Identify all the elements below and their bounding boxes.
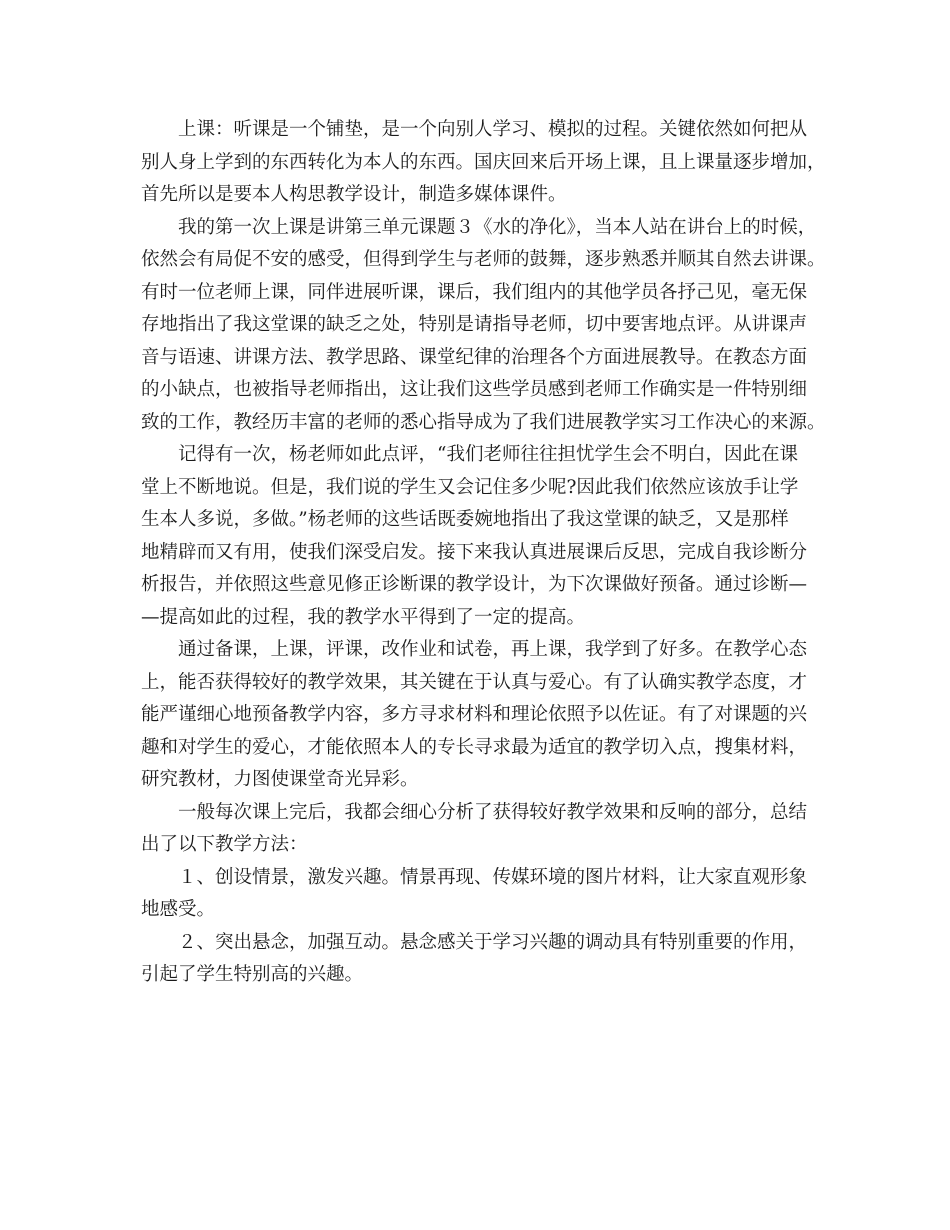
text-line: 首先所以是要本人构思教学设计，制造多媒体课件。: [141, 184, 567, 205]
text-line: 研究教材，力图使课堂奇光异彩。: [141, 769, 419, 790]
text-line: 存地指出了我这堂课的缺乏之处，特别是请指导老师，切中要害地点评。从讲课声: [141, 314, 808, 335]
text-line: 能严谨细心地预备教学内容，多方寻求材料和理论依照予以佐证。有了对课题的兴: [141, 704, 808, 725]
text-line: 记得有一次，杨老师如此点评，“我们老师往往担忧学生会不明白，因此在课: [178, 444, 798, 465]
text-line: —提高如此的过程，我的教学水平得到了一定的提高。: [141, 606, 586, 628]
text-line: 一般每次课上完后，我都会细心分析了获得较好教学效果和反响的部分，总结: [178, 801, 808, 823]
text-line: 上课：听课是一个铺垫，是一个向别人学习、模拟的过程。关键依然如何把从: [178, 119, 808, 140]
text-line: 致的工作，教经历丰富的老师的悉心指导成为了我们进展教学实习工作决心的来源。: [141, 411, 826, 433]
text-line: 音与语速、讲课方法、教学思路、课堂纪律的治理各个方面进展教导。在教态方面: [141, 346, 808, 368]
text-line: 通过备课，上课，评课，改作业和试卷，再上课，我学到了好多。在教学心态: [178, 639, 808, 660]
text-line: 我的第一次上课是讲第三单元课题３《水的净化》，当本人站在讲台上的时候，: [178, 216, 817, 238]
text-line: 析报告，并依照这些意见修正诊断课的教学设计，为下次课做好预备。通过诊断—: [141, 574, 808, 595]
text-line: 依然会有局促不安的感受，但得到学生与老师的鼓舞，逐步熟悉并顺其自然去讲课。: [141, 249, 826, 270]
text-line: 地感受。: [141, 899, 216, 920]
text-line: 有时一位老师上课，同伴进展听课，课后，我们组内的其他学员各抒己见，毫无保: [141, 281, 808, 303]
text-line: 出了以下教学方法：: [141, 834, 308, 855]
text-line: 生本人多说，多做。”杨老师的这些话既委婉地指出了我这堂课的缺乏，又是那样: [141, 509, 789, 530]
text-line: 的小缺点，也被指导老师指出，这让我们这些学员感到老师工作确实是一件特别细: [141, 379, 808, 400]
text-line: 上，能否获得较好的教学效果，其关键在于认真与爱心。有了认确实教学态度，才: [141, 671, 808, 693]
body-text: [141, 114, 826, 992]
text-line: 别人身上学到的东西转化为本人的东西。国庆回来后开场上课，且上课量逐步增加，: [141, 151, 826, 173]
text-line: １、创设情景，激发兴趣。情景再现、传媒环境的图片材料，让大家直观形象: [178, 866, 808, 888]
text-line: 堂上不断地说。但是，我们说的学生又会记住多少呢?因此我们依然应该放手让学: [141, 476, 799, 498]
text-line: 引起了学生特别高的兴趣。: [141, 964, 364, 985]
text-line: 地精辟而又有用，使我们深受启发。接下来我认真进展课后反思，完成自我诊断分: [141, 541, 808, 563]
text-line: 趣和对学生的爱心，才能依照本人的专长寻求最为适宜的教学切入点，搜集材料，: [141, 736, 808, 758]
text-line: ２、突出悬念，加强互动。悬念感关于学习兴趣的调动具有特别重要的作用，: [178, 931, 808, 953]
